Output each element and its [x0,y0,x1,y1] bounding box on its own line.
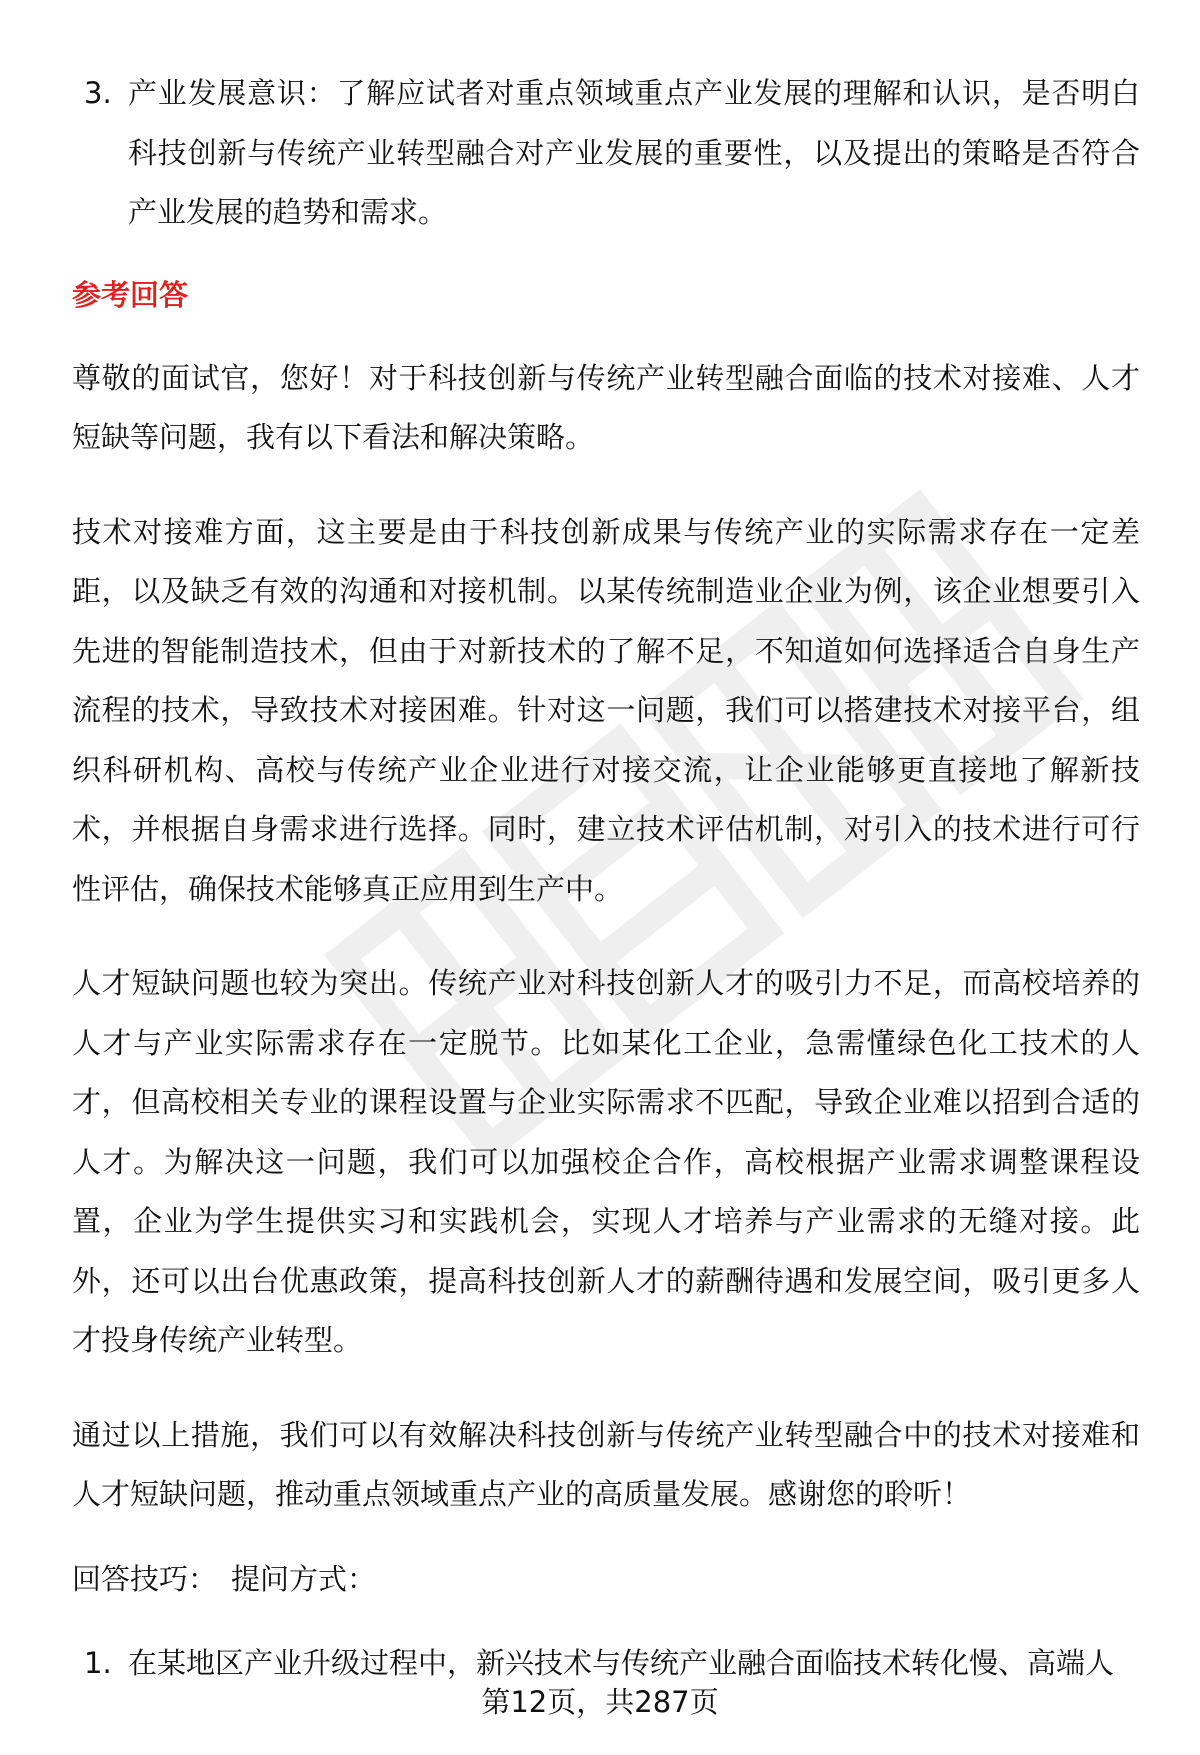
list-number: 1. [84,1645,112,1680]
criteria-list-item [72,64,1140,243]
document-body [72,64,1140,1693]
answer-paragraph-conclusion: 通过以上措施，我们可以有效解决科技创新与传统产业转型融合中的技术对接难和人才短缺问题，推动重点领域重点产业的高质量发展。感谢您的聆听！ [72,1417,1140,1511]
answer-paragraph-talent: 人才短缺问题也较为突出。传统产业对科技创新人才的吸引力不足，而高校培养的人才与产业实际需求存在一定脱节。比如某化工企业，急需懂绿色化工技术的人才，但高校相关专业的课程设置与企业实际需求不匹配，导致企业难以招到合适的人才。为解决这一问题，我们可以加强校企合作，高校根据产业需求调整课程设置，企业为学生提供实习和实践机会，实现人才培养与产业需求的无缝对接。此外，还可以出台优惠政策，提高科技创新人才的薪酬待遇和发展空间，吸引更多人才投身传统产业转型。 [72,966,1140,1357]
answer-paragraph-technology: 技术对接难方面，这主要是由于科技创新成果与传统产业的实际需求存在一定差距，以及缺乏有效的沟通和对接机制。以某传统制造业企业为例，该企业想要引入先进的智能制造技术，但由于对新技术的了解不足，不知道如何选择适合自身生产流程的技术，导致技术对接困难。针对这一问题，我们可以搭建技术对接平台，组织科研机构、高校与传统产业企业进行对接交流，让企业能够更直接地了解新技术，并根据自身需求进行选择。同时，建立技术评估机制，对引入的技术进行可行性评估，确保技术能够真正应用到生产中。 [72,514,1140,906]
page-footer: 第12页，共287页 [481,1685,719,1719]
list-item-text: 产业发展意识：了解应试者对重点领域重点产业发展的理解和认识，是否明白科技创新与传统产业转型融合对产业发展的重要性，以及提出的策略是否符合产业发展的趋势和需求。 [128,76,1140,229]
list-number: 3. [84,76,112,110]
tips-sub-label: 提问方式： [231,1561,377,1596]
list-item-text: 在某地区产业升级过程中，新兴技术与传统产业融合面临技术转化慢、高端人 [128,1645,1115,1680]
answer-paragraph-intro: 尊敬的面试官，您好！对于科技创新与传统产业转型融合面临的技术对接难、人才短缺等问题，我有以下看法和解决策略。 [72,360,1140,454]
section-heading-reference-answer: 参考回答 [72,277,189,312]
answer-tips-line [72,1559,1140,1599]
tips-label: 回答技巧： [72,1561,218,1596]
